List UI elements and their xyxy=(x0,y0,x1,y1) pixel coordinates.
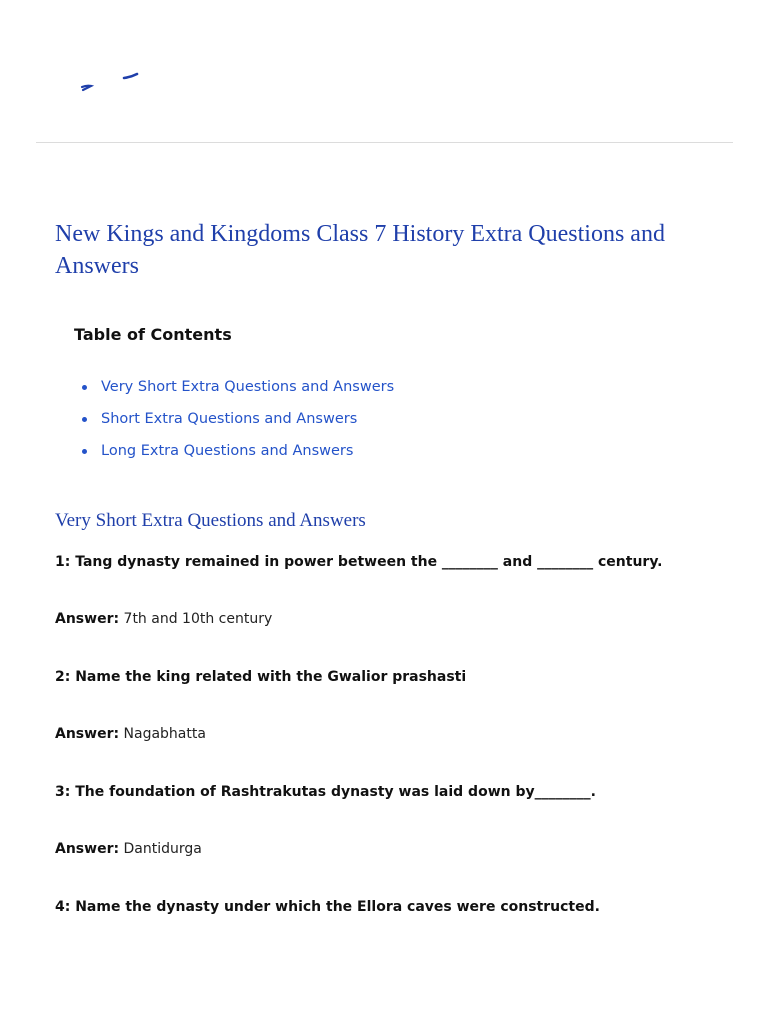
answer-text: 7th and 10th century xyxy=(123,611,273,627)
question-2: 2: Name the king related with the Gwalior prashasti xyxy=(55,669,467,685)
toc-item-long xyxy=(82,440,715,472)
toc-title: Table of Contents xyxy=(74,325,232,344)
answer-1 xyxy=(55,608,715,630)
question-1: 1: Tang dynasty remained in power between the ________ and ________ century. xyxy=(55,554,663,570)
brand-logo-icon[interactable] xyxy=(74,68,146,94)
answer-text: Nagabhatta xyxy=(123,726,206,742)
page-title: New Kings and Kingdoms Class 7 History Extra Questions and Answers xyxy=(55,221,665,279)
answer-2 xyxy=(55,723,715,745)
answer-label: Answer: xyxy=(55,726,120,742)
bullet-icon xyxy=(82,417,87,422)
bullet-icon xyxy=(82,449,87,454)
question-3: 3: The foundation of Rashtrakutas dynasty was laid down by________. xyxy=(55,784,596,800)
toc-link-long[interactable]: Long Extra Questions and Answers xyxy=(101,443,354,459)
toc-item-very-short xyxy=(82,376,715,408)
answer-label: Answer: xyxy=(55,611,120,627)
qa-list xyxy=(55,551,715,918)
article-content xyxy=(55,218,715,918)
toc-link-very-short[interactable]: Very Short Extra Questions and Answers xyxy=(101,379,395,395)
answer-label: Answer: xyxy=(55,841,120,857)
section-heading: Very Short Extra Questions and Answers xyxy=(55,510,366,531)
toc-link-short[interactable]: Short Extra Questions and Answers xyxy=(101,411,358,427)
bullet-icon xyxy=(82,385,87,390)
toc-list xyxy=(74,376,715,472)
site-header xyxy=(0,0,768,143)
question-4: 4: Name the dynasty under which the Ellora caves were constructed. xyxy=(55,899,600,915)
table-of-contents xyxy=(55,324,715,472)
header-divider xyxy=(36,142,733,143)
answer-text: Dantidurga xyxy=(123,841,202,857)
toc-item-short xyxy=(82,408,715,440)
answer-3 xyxy=(55,838,715,860)
